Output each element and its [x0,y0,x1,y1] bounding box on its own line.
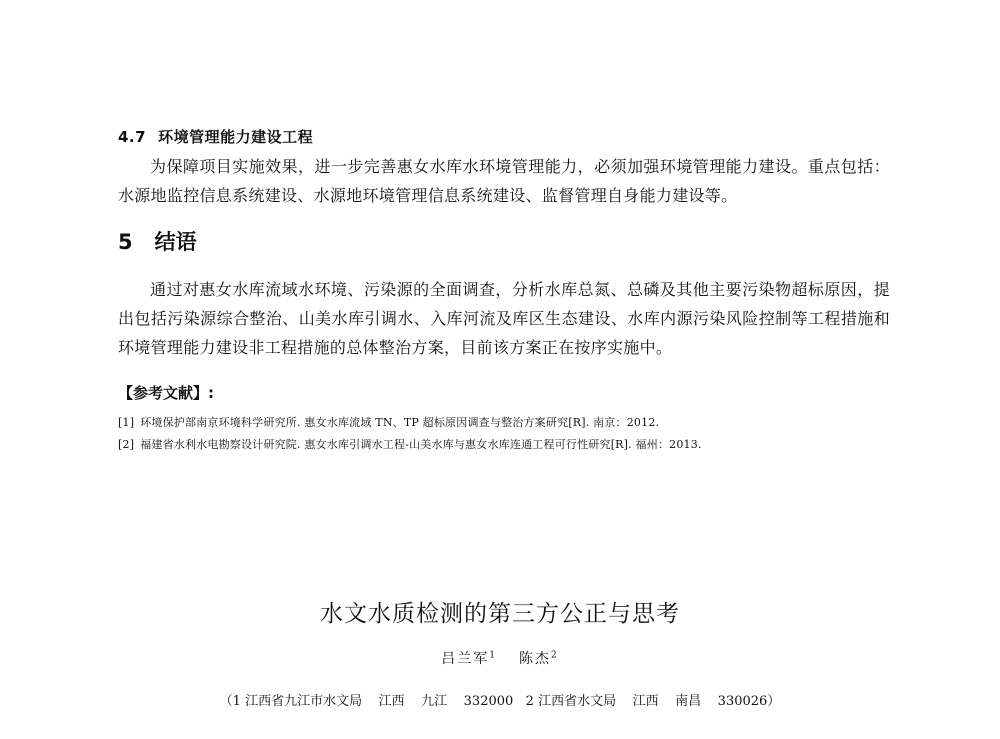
reference-text: 福建省水利水电勘察设计研究院. 惠女水库引调水工程-山美水库与惠女水库连通工程可行性研究[R]. 福州：2013. [140,438,702,451]
section-5-title: 结语 [154,230,197,254]
section-4-7-number: 4.7 [118,128,147,146]
reference-number: [2] [118,438,135,451]
article-title: 水文水质检测的第三方公正与思考 [320,601,680,627]
author-name: 陈杰 [519,651,551,667]
author-affiliation-mark: 1 [489,650,497,661]
section-4-7-paragraph: 为保障项目实施效果，进一步完善惠女水库水环境管理能力，必须加强环境管理能力建设。重点包括：水源地监控信息系统建设、水源地环境管理信息系统建设、监督管理自身能力建设等。 [118,157,890,205]
section-4-7-title: 环境管理能力建设工程 [158,128,314,146]
references-heading: 【参考文献】: [118,384,214,402]
section-4-7-heading [118,126,313,147]
author-name: 吕兰军 [441,651,490,667]
section-5-heading [118,226,197,256]
article-affiliation: （1 江西省九江市水文局 江西 九江 332000 2 江西省水文局 江西 南昌 330026） [219,694,781,709]
conclusion-paragraph: 通过对惠女水库流域水环境、污染源的全面调查，分析水库总氮、总磷及其他主要污染物超标原因，提出包括污染源综合整治、山美水库引调水、入库河流及库区生态建设、水库内源污染风险控制等工程措施和环境管理能力建设非工程措施的总体整治方案，目前该方案正在按序实施中。 [118,280,890,357]
article-authors [0,648,1000,668]
reference-text: 环境保护部南京环境科学研究所. 惠女水库流域 TN、TP 超标原因调查与整治方案研究[R]. 南京：2012. [140,416,660,429]
reference-item [118,414,659,430]
section-5-number: 5 [118,230,133,254]
reference-item [118,436,702,452]
author-affiliation-mark: 2 [551,650,559,661]
reference-number: [1] [118,416,135,429]
